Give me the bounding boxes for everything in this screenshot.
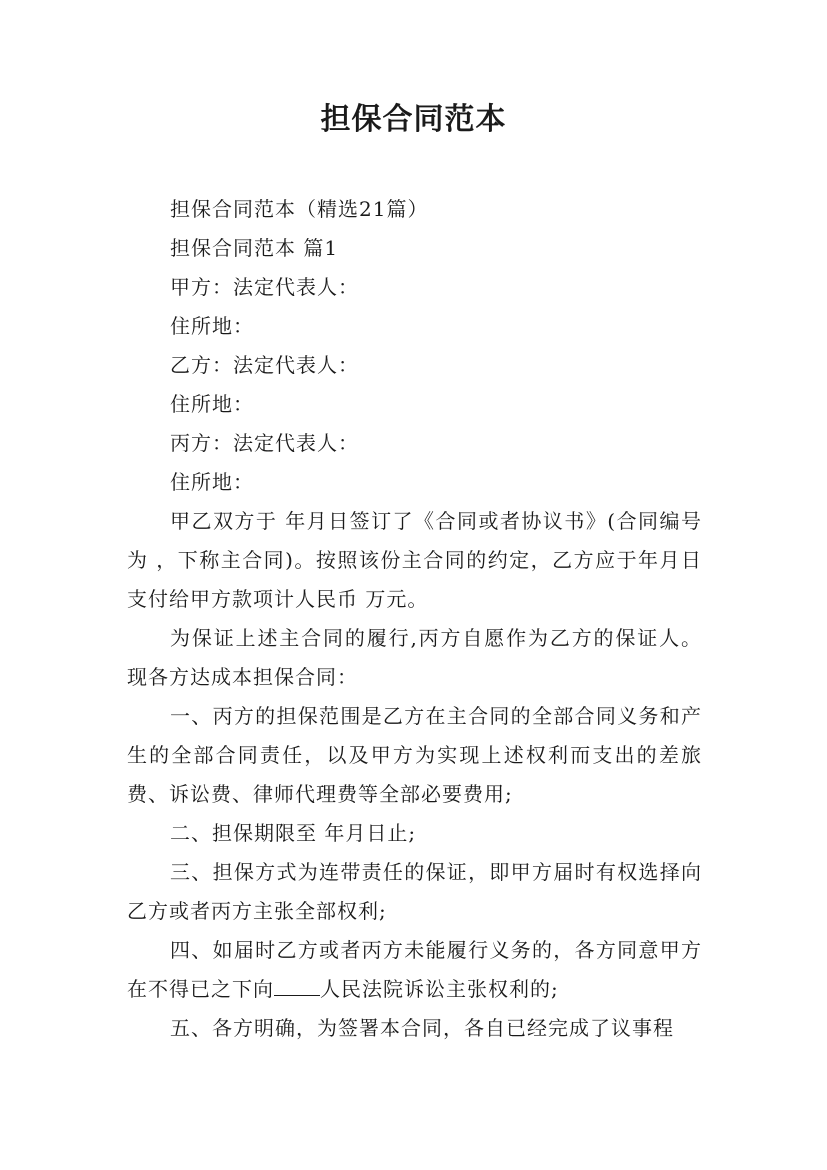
paragraph-party-c: 丙方：法定代表人： — [170, 431, 359, 455]
paragraph-party-a: 甲方：法定代表人： — [170, 275, 359, 299]
document-body — [127, 190, 702, 1048]
paragraph-clause-2: 二、担保期限至 年月日止; — [170, 821, 417, 845]
paragraph-party-c-address: 住所地： — [170, 470, 254, 494]
court-name-blank — [274, 974, 320, 996]
paragraph-party-b: 乙方：法定代表人： — [170, 353, 359, 377]
clause-4-text-before-blank: 四、如届时乙方或者丙方未能履行义务的，各方同意甲方在不得已之下向 — [127, 938, 702, 1001]
clause-4-text-after-blank: 人民法院诉讼主张权利的; — [320, 977, 559, 1001]
paragraph-clause-3: 三、担保方式为连带责任的保证，即甲方届时有权选择向乙方或者丙方主张全部权利; — [127, 860, 702, 923]
paragraph-clause-4 — [127, 931, 702, 1009]
document-title: 担保合同范本 — [320, 102, 507, 137]
paragraph-party-a-address: 住所地： — [170, 314, 254, 338]
paragraph-clause-1: 一、丙方的担保范围是乙方在主合同的全部合同义务和产生的全部合同责任，以及甲方为实现上述权利而支出的差旅费、诉讼费、律师代理费等全部必要费用; — [127, 704, 702, 806]
paragraph-main-contract: 甲乙双方于 年月日签订了《合同或者协议书》(合同编号为 ，下称主合同)。按照该份主合同的约定，乙方应于年月日支付给甲方款项计人民币 万元。 — [127, 509, 702, 611]
paragraph-section-heading: 担保合同范本 篇1 — [170, 236, 339, 260]
paragraph-clause-5: 五、各方明确，为签署本合同，各自已经完成了议事程 — [170, 1016, 674, 1040]
paragraph-party-b-address: 住所地： — [170, 392, 254, 416]
paragraph-guarantor-intent: 为保证上述主合同的履行,丙方自愿作为乙方的保证人。现各方达成本担保合同： — [127, 626, 702, 689]
paragraph-subtitle: 担保合同范本（精选21篇） — [170, 197, 429, 221]
